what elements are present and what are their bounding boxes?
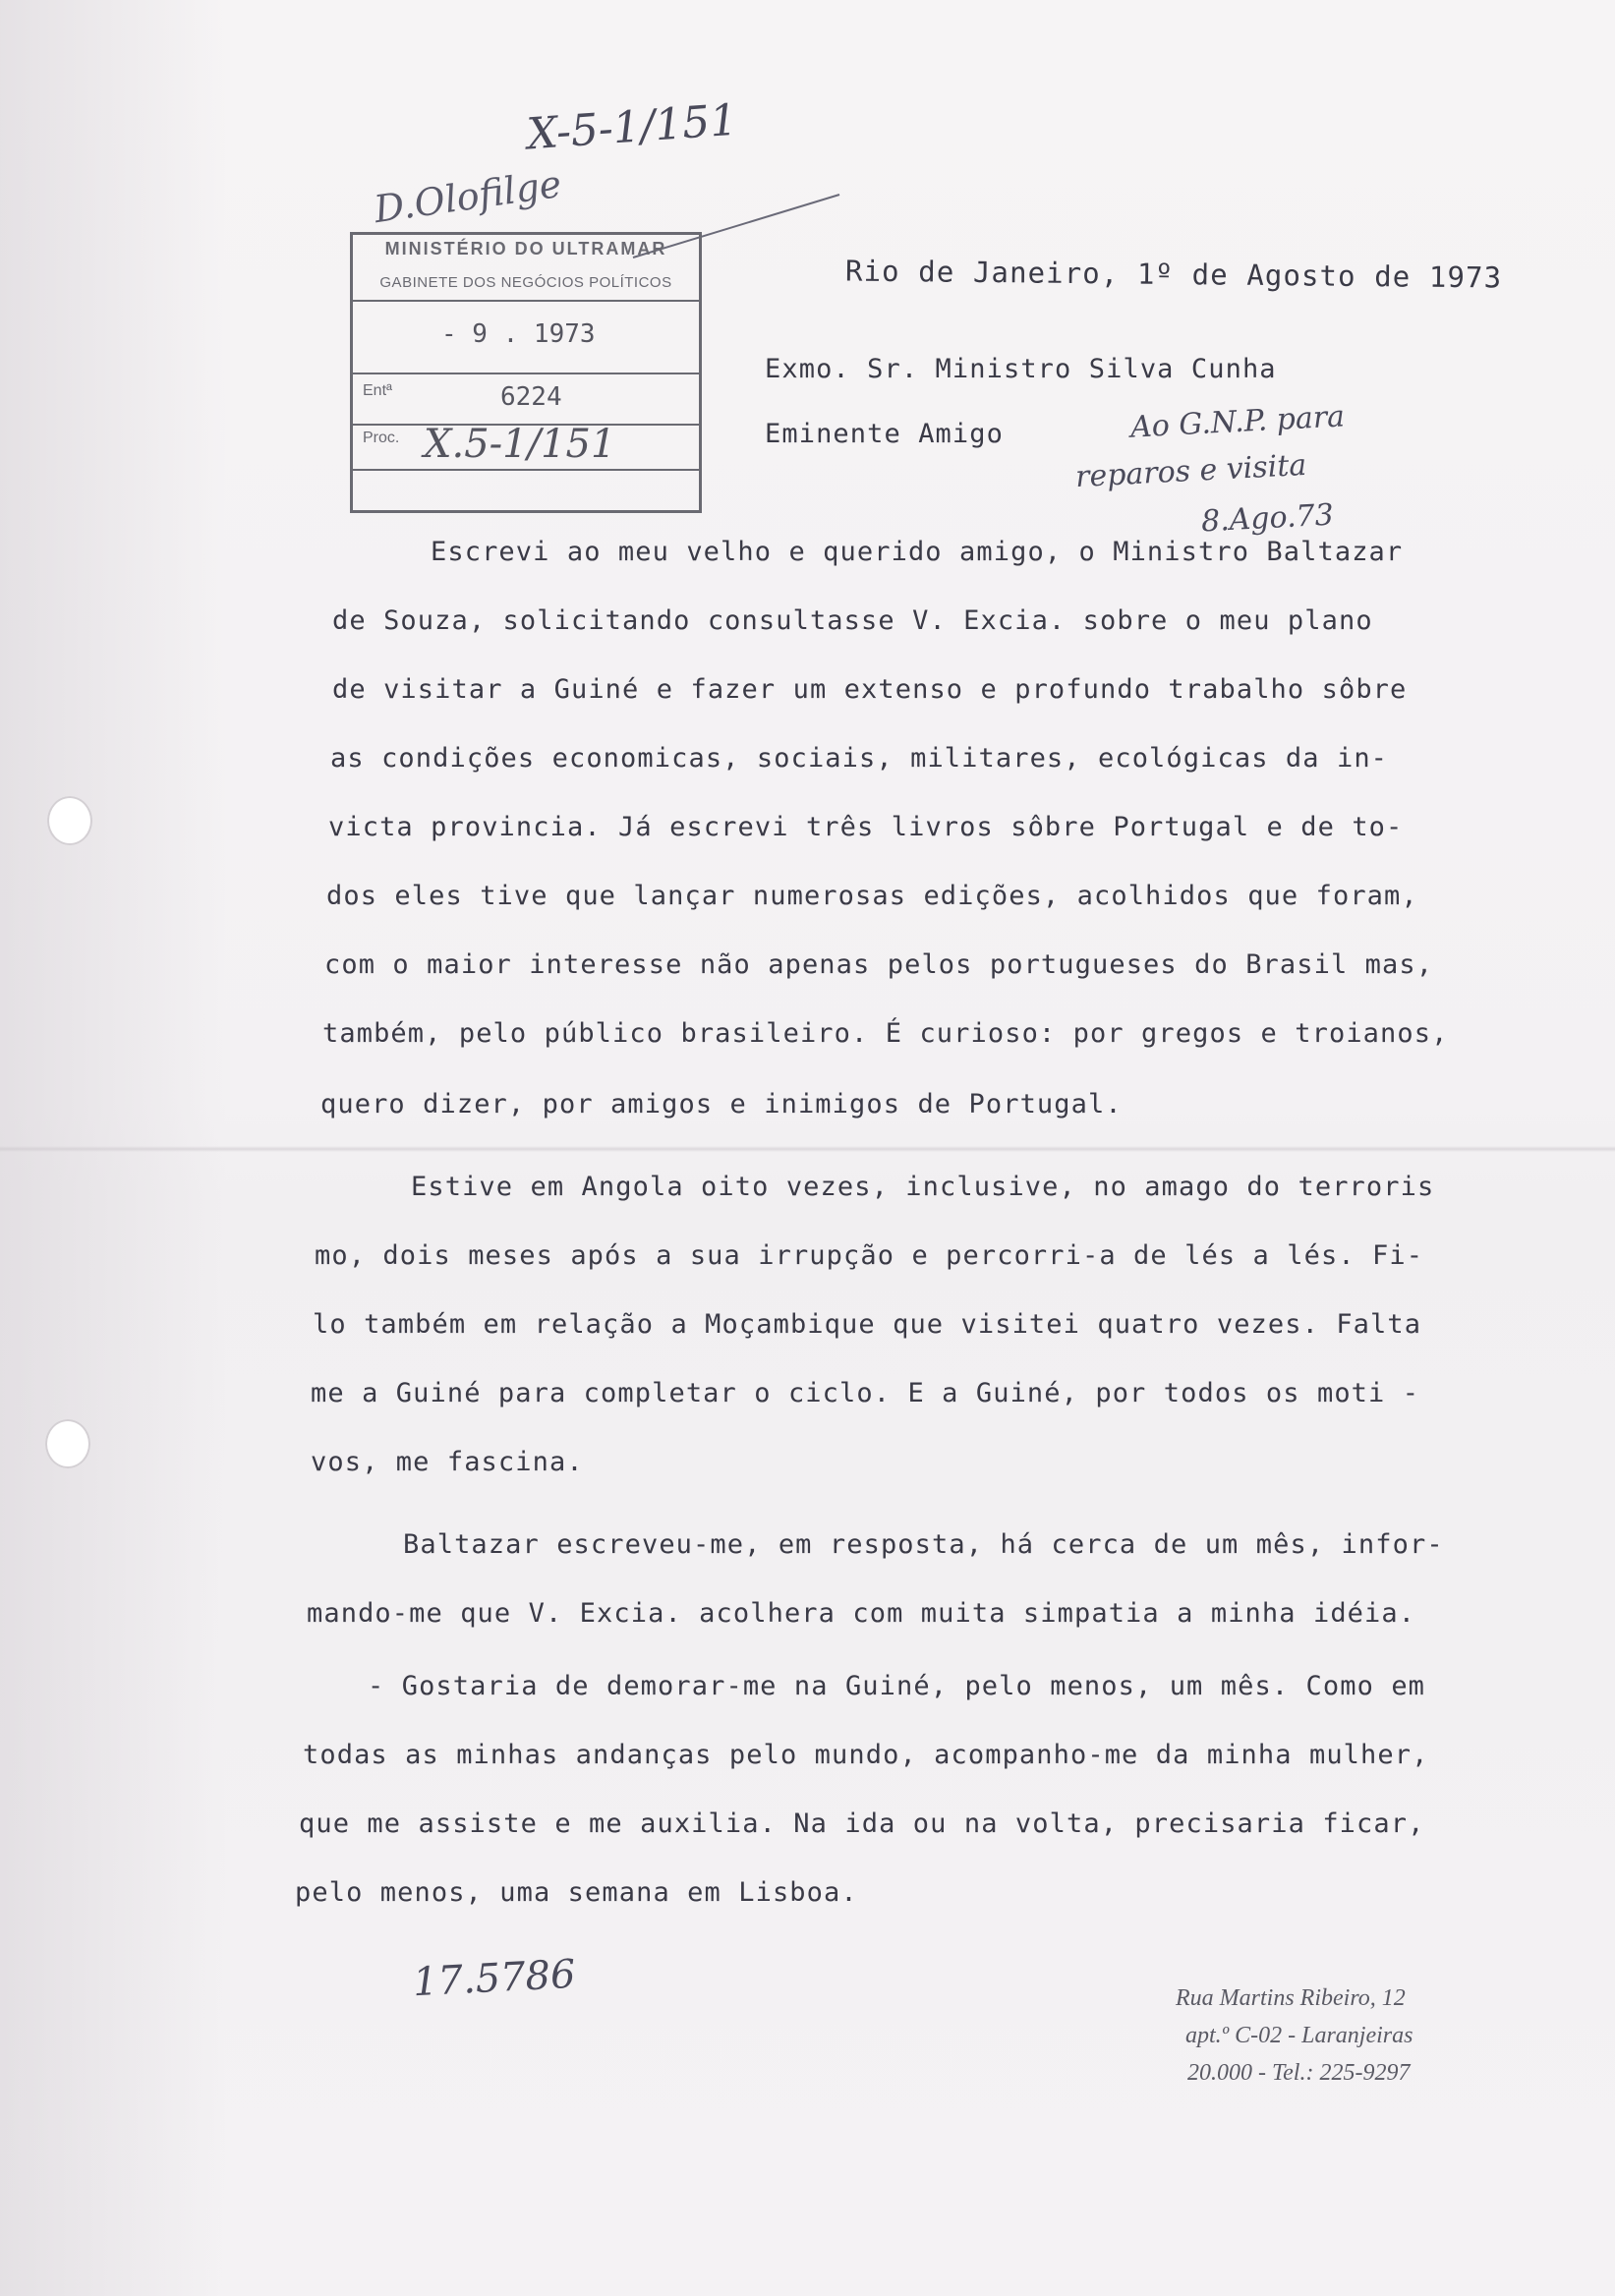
letter-line: pelo menos, uma semana em Lisboa. bbox=[295, 1877, 858, 1908]
stamp-divider bbox=[353, 373, 699, 374]
stamp-entry-label: Entª bbox=[363, 382, 392, 399]
stamp-entry-value: 6224 bbox=[500, 382, 562, 412]
stamp-proc-value: X.5-1/151 bbox=[424, 422, 616, 467]
letter-line: mando-me que V. Excia. acolhera com muita simpatia a minha idéia. bbox=[307, 1598, 1416, 1629]
stamp-subheader: GABINETE DOS NEGÓCIOS POLÍTICOS bbox=[379, 274, 672, 291]
letter-line: dos eles tive que lançar numerosas edições, acolhidos que foram, bbox=[326, 881, 1418, 911]
stamp-divider bbox=[353, 300, 699, 302]
recipient: Exmo. Sr. Ministro Silva Cunha bbox=[765, 354, 1277, 384]
letter-line: victa provincia. Já escrevi três livros sôbre Portugal e de to- bbox=[328, 812, 1404, 842]
stamp-header: MINISTÉRIO DO ULTRAMAR bbox=[384, 239, 667, 258]
stamp-date: - 9 . 1973 bbox=[441, 319, 596, 349]
letter-line: que me assiste e me auxilia. Na ida ou na volta, precisaria ficar, bbox=[299, 1808, 1425, 1839]
punch-hole-bottom bbox=[45, 1419, 90, 1468]
address-line: Rua Martins Ribeiro, 12 bbox=[1176, 1985, 1406, 2011]
ministry-stamp bbox=[350, 232, 702, 513]
place-date: Rio de Janeiro, 1º de Agosto de 1973 bbox=[844, 254, 1503, 295]
stamp-proc-label: Proc. bbox=[363, 430, 400, 446]
salutation: Eminente Amigo bbox=[765, 419, 1004, 449]
letter-line: vos, me fascina. bbox=[311, 1447, 584, 1477]
letter-line: quero dizer, por amigos e inimigos de Portugal. bbox=[320, 1089, 1123, 1119]
punch-hole-top bbox=[47, 796, 92, 845]
letter-line: todas as minhas andanças pelo mundo, acompanho-me da minha mulher, bbox=[303, 1740, 1429, 1770]
letter-line: de Souza, solicitando consultasse V. Excia. sobre o meu plano bbox=[332, 605, 1373, 636]
address-line: apt.º C-02 - Laranjeiras bbox=[1185, 2023, 1413, 2048]
letter-line: - Gostaria de demorar-me na Guiné, pelo menos, um mês. Como em bbox=[368, 1671, 1426, 1701]
bottom-handwritten-note: 17.5786 bbox=[411, 1951, 577, 2006]
page-fold-line bbox=[0, 1146, 1615, 1152]
letter-line: as condições economicas, sociais, militares, ecológicas da in- bbox=[330, 743, 1389, 774]
margin-note-date: 8.Ago.73 bbox=[1200, 497, 1335, 540]
letter-line: Baltazar escreveu-me, em resposta, há cerca de um mês, infor- bbox=[403, 1529, 1444, 1560]
letter-line: com o maior interesse não apenas pelos portugueses do Brasil mas, bbox=[324, 949, 1434, 980]
letter-line: de visitar a Guiné e fazer um extenso e profundo trabalho sôbre bbox=[332, 674, 1408, 705]
stamp-divider bbox=[353, 469, 699, 471]
letter-line: me a Guiné para completar o ciclo. E a Guiné, por todos os moti - bbox=[311, 1378, 1420, 1408]
letter-line: lo também em relação a Moçambique que visitei quatro vezes. Falta bbox=[313, 1309, 1422, 1340]
reference-code: X-5-1/151 bbox=[525, 94, 739, 160]
address-line: 20.000 - Tel.: 225-9297 bbox=[1187, 2060, 1411, 2086]
letter-line: também, pelo público brasileiro. É curioso: por gregos e troianos, bbox=[322, 1018, 1449, 1049]
letter-line: Estive em Angola oito vezes, inclusive, no amago do terroris bbox=[411, 1172, 1435, 1202]
margin-note-line2: reparos e visita bbox=[1074, 447, 1308, 495]
letter-line: mo, dois meses após a sua irrupção e percorri-a de lés a lés. Fi- bbox=[315, 1240, 1424, 1271]
letter-line: Escrevi ao meu velho e querido amigo, o Ministro Baltazar bbox=[431, 537, 1404, 567]
signature-scribble: D.Olofilge bbox=[371, 161, 564, 232]
margin-note-line1: Ao G.N.P. para bbox=[1129, 399, 1346, 445]
